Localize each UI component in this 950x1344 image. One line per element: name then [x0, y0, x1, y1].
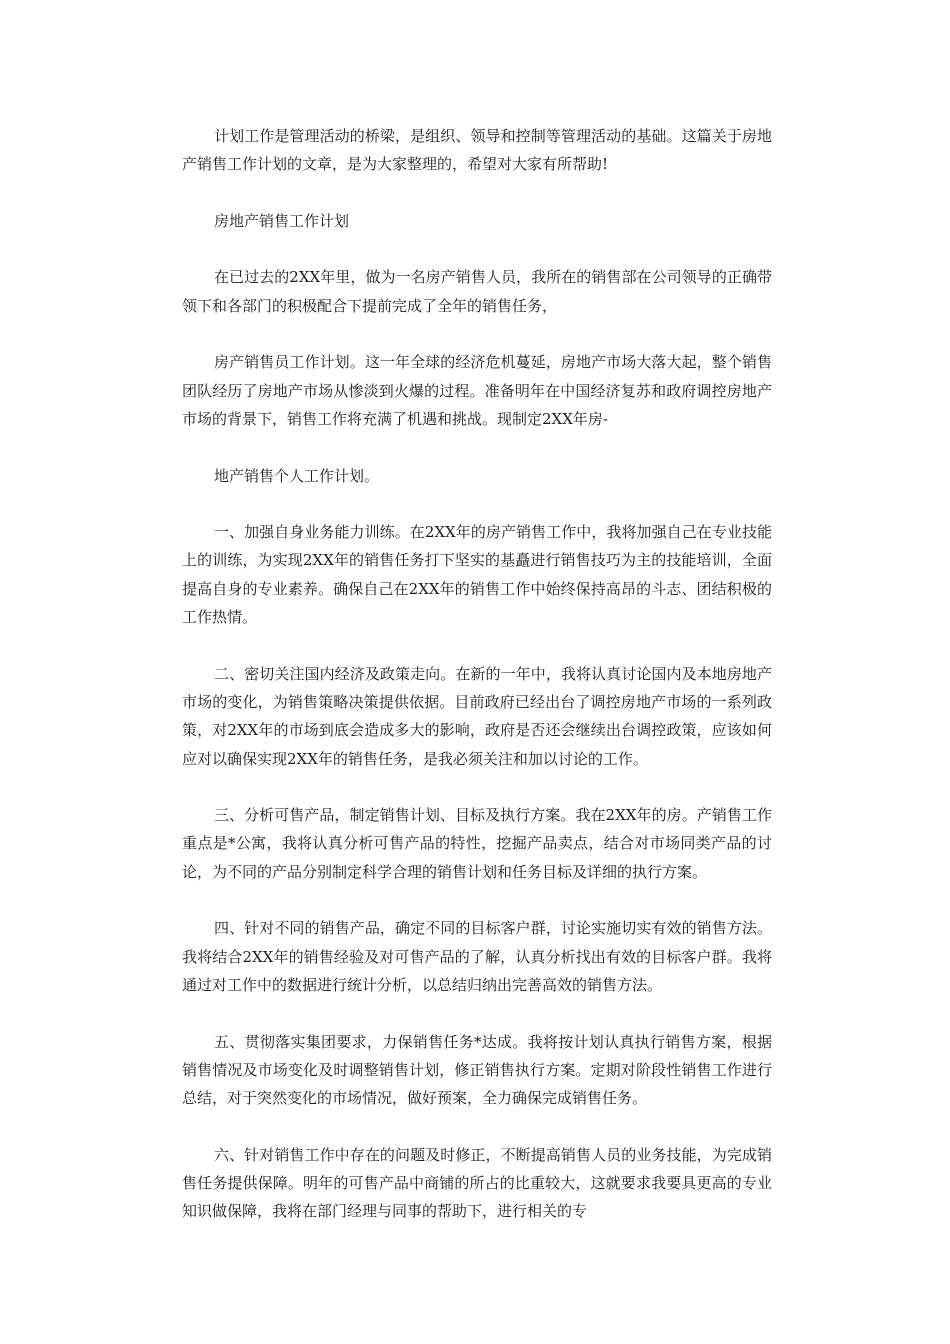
body-paragraph: 在已过去的2XX年里，做为一名房产销售人员，我所在的销售部在公司领导的正确带领下和各部门的积极配合下提前完成了全年的销售任务，	[182, 268, 772, 315]
document-heading: 房地产销售工作计划	[214, 211, 350, 230]
body-paragraph: 房产销售员工作计划。这一年全球的经济危机蔓延，房地产市场大落大起，整个销售团队经历了房地产市场从惨淡到火爆的过程。准备明年在中国经济复苏和政府调控房地产市场的背景下，销售工作将充满了机遇和挑战。现制定2XX年房-	[182, 353, 772, 428]
plan-item-5: 五、贯彻落实集团要求，力保销售任务*达成。我将按计划认真执行销售方案，根据销售情况及市场变化及时调整销售计划，修正销售执行方案。定期对阶段性销售工作进行总结，对于突然变化的市场情况，做好预案，全力确保完成销售任务。	[182, 1032, 772, 1108]
plan-item-6: 六、针对销售工作中存在的问题及时修正，不断提高销售人员的业务技能，为完成销售任务提供保障。明年的可售产品中商铺的所占的比重较大，这就要求我要具更高的专业知识做保障，我将在部门经理与同事的帮助下，进行相关的专	[182, 1145, 772, 1221]
body-paragraph: 地产销售个人工作计划。	[214, 466, 380, 485]
document-body	[182, 122, 772, 1226]
plan-item-3: 三、分析可售产品，制定销售计划、目标及执行方案。我在2XX年的房。产销售工作重点是*公寓，我将认真分析可售产品的特性，挖掘产品卖点，结合对市场同类产品的讨论，为不同的产品分别制定科学合理的销售计划和任务目标及详细的执行方案。	[182, 806, 772, 881]
plan-item-1: 一、加强自身业务能力训练。在2XX年的房产销售工作中，我将加强自己在专业技能上的训练，为实现2XX年的销售任务打下坚实的基矗进行销售技巧为主的技能培训，全面提高自身的专业素养。确保自己在2XX年的销售工作中始终保持高昂的斗志、团结积极的工作热情。	[182, 523, 772, 627]
intro-paragraph: 计划工作是管理活动的桥梁，是组织、领导和控制等管理活动的基础。这篇关于房地产销售工作计划的文章，是为大家整理的，希望对大家有所帮助!	[182, 127, 772, 174]
plan-item-2: 二、密切关注国内经济及政策走向。在新的一年中，我将认真讨论国内及本地房地产市场的变化，为销售策略决策提供依据。目前政府已经出台了调控房地产市场的一系列政策，对2XX年的市场到底会造成多大的影响，政府是否还会继续出台调控政策，应该如何应对以确保实现2XX年的销售任务，是我必须关注和加以讨论的工作。	[182, 664, 772, 768]
plan-item-4: 四、针对不同的销售产品，确定不同的目标客户群，讨论实施切实有效的销售方法。我将结合2XX年的销售经验及对可售产品的了解，认真分析找出有效的目标客户群。我将通过对工作中的数据进行统计分析，以总结归纳出完善高效的销售方法。	[182, 919, 772, 994]
